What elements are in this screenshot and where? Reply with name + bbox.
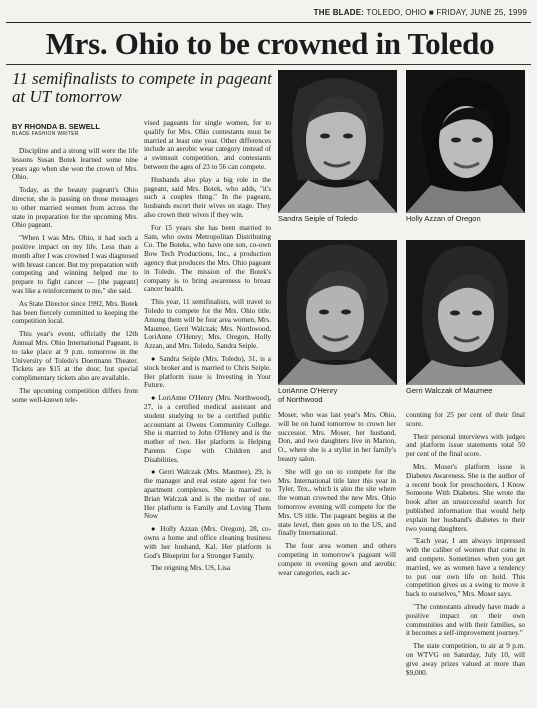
bullet-text: Gerri Walczak (Mrs. Maumee), 29, is the manager and real estate agent for two apartment complexes. She is married to Brian Walczak and is the mother of one. Her platform is Family and Loving Them Now xyxy=(144,468,271,521)
paragraph: counting for 25 per cent of their final score. xyxy=(406,411,525,428)
paragraph: Today, as the beauty pageant's Ohio director, she is passing on those messages to other married women from across the state in preparation for the upcoming Mrs. Ohio pageant. xyxy=(12,186,138,230)
top-rule xyxy=(6,22,531,23)
byline: BY RHONDA B. SEWELL xyxy=(12,122,100,131)
paragraph: For 15 years she has been married to Sam, who owns Metropolitan Distributing Co. The Boteks, who have one son, co-own Bow Tech Productions, Inc., a production agency that produces the Mrs. Ohio pageant in Toledo. The mission of the Botek's company is to bring awareness to breast cancer health. xyxy=(144,223,271,294)
masthead-date: FRIDAY, JUNE 25, 1999 xyxy=(436,8,527,17)
paragraph: The four area women and others competing in tomorrow's pageant will compete in evening gown and aerobic wear categories, each ac- xyxy=(278,542,396,577)
paragraph: Mrs. Moser's platform issue is Diabetes Awareness. She is the author of a recent book for preschoolers, I Know Someone With Diabetes. She wrote the book after an unsuccessful search for published information that would help explain her husband's diabetes to their two young daughters. xyxy=(406,462,525,533)
bullet-text: LoriAnne O'Henry (Mrs. Northwood), 27, is a certified medical assistant and student studying to be a certified public accountant at Owens Community College. She is married to John O'Henry and is the mother of two. Her platform is Helping Parents Cope with Children and Disabilities. xyxy=(144,394,272,464)
photo-caption-2: of Northwood xyxy=(278,395,323,404)
deck: 11 semifinalists to compete in pageant at UT tomorrow xyxy=(12,69,272,106)
paragraph: The upcoming competition differs from some well-known tele- xyxy=(12,386,138,404)
paragraph: vised pageants for single women, for to qualify for Mrs. Ohio contestants must be married at least one year. Other differences include an aerobic wear category instead of a swimsuit competition, and contestants between the ages of 23 to 56 can compete. xyxy=(144,119,271,171)
bullet-item xyxy=(144,394,271,464)
photo-caption: Sandra Seiple of Toledo xyxy=(278,214,358,223)
article-column-1 xyxy=(12,147,138,409)
headline: Mrs. Ohio to be crowned in Toledo xyxy=(45,26,495,61)
paragraph: Husbands also play a big role in the pageant, said Mrs. Botek, who adds, "it's such a couples thing." In the pageant, husbands escort their wives on stage. They also crown their wives if they win. xyxy=(144,175,271,219)
paragraph: The reigning Mrs. US, Lisa xyxy=(151,564,231,573)
paragraph: As State Director since 1992, Mrs. Botek has been fiercely committed to keeping the competition local. xyxy=(12,299,138,326)
masthead-city: TOLEDO, OHIO xyxy=(366,8,427,17)
paragraph: Their personal interviews with judges and platform issue statements total 50 per cent of the final score. xyxy=(406,432,525,459)
paragraph: Moser, who was last year's Mrs. Ohio, will be on hand tomorrow to crown her successor. Mrs. Moser, her husband, Don, and two daughters live in Marion, O., where she is a stylist in her family's beauty salon. xyxy=(278,411,396,463)
paragraph: This year, 11 semifinalists, will travel to Toledo to compete for the Mrs. Ohio title. Among them will be four area women, Mrs. Maumee, Gerri Walczak; Mrs. Northwood, LoriAnne O'Henry; Mrs. Oregon, Holly Azzan, and Mrs. Toledo, Sandra Seiple. xyxy=(144,298,271,351)
byline-title: BLADE FASHION WRITER xyxy=(12,131,79,137)
bullet-item xyxy=(144,525,271,560)
photo-lorianne-ohenry xyxy=(278,240,397,385)
photo-holly-azzan xyxy=(406,70,525,213)
paragraph: She will go on to compete for the Mrs. International title later this year in Tyler, Tex., which is also the site where the woman crowned the new Mrs. Ohio tomorrow evening will compete for the Mrs. US title. The pageant begins at the state level, then goes on to the US, and finally International. xyxy=(278,467,396,538)
paragraph: "When I was Mrs. Ohio, it had such a positive impact on my life. Less than a month after I was crowned I was diagnosed with breast cancer. But my preparation with competing and winning helped me to prepare to fight cancer — [the pageant] was like a reinforcement to me," she said. xyxy=(12,234,138,295)
paragraph: "The contestants already have made a positive impact on their own communities and with their families, so it becomes a self-improvement journey." xyxy=(406,602,525,638)
paragraph: "Each year, I am always impressed with the caliber of women that come in and compete. Sometimes when you get married, we as women have a tendency to put our own life on hold. This competition gives us a swing to move it back to ourselves," Mrs. Moser says. xyxy=(406,537,525,599)
bullet-text: Holly Azzan (Mrs. Oregon), 28, co-owns a home and office cleaning business with her husband, Kal. Her platform is God's Blueprint for a Stronger Family. xyxy=(144,525,271,560)
photo-sandra-seiple xyxy=(278,70,397,213)
bullet-item xyxy=(144,355,271,390)
bullet-item xyxy=(144,468,271,521)
article-column-3 xyxy=(278,411,396,581)
bullet-icon: ● xyxy=(151,525,161,534)
article-column-4 xyxy=(406,411,525,681)
paragraph: Discipline and a strong will were the life lessons Susan Botek learned some nine years ago when she won the crown of Mrs. Ohio. xyxy=(12,147,138,182)
square-icon: ■ xyxy=(428,8,434,17)
bullet-icon: ● xyxy=(151,468,159,477)
bullet-text: Sandra Seiple (Mrs. Toledo), 31, is a stock broker and is married to Chris Seiple. Her platform issue is Investing in Your Future. xyxy=(144,354,271,390)
headline-rule xyxy=(6,64,531,65)
article-column-2 xyxy=(144,119,271,577)
paragraph: This year's event, officially the 12th Annual Mrs. Ohio International Pageant, is to take place at 9 p.m. tomorrow in the University of Toledo's Doermann Theater. Tickets are $15 at the door, but special complimentary tickets also are available. xyxy=(12,330,138,383)
masthead-paper: THE BLADE: xyxy=(313,8,365,17)
masthead xyxy=(314,8,527,17)
bullet-icon: ● xyxy=(151,394,159,403)
photo-caption-1: LoriAnne O'Henry xyxy=(278,386,338,395)
photo-gerri-walczak xyxy=(406,240,525,385)
bullet-icon: ● xyxy=(151,354,160,363)
paragraph: The state competition, to air at 9 p.m. on WTVG on Saturday, July 10, will give away prizes valued at more than $9,000. xyxy=(406,642,525,677)
photo-caption: Holly Azzan of Oregon xyxy=(406,214,481,223)
photo-caption: Gerri Walczak of Maumee xyxy=(406,386,493,395)
